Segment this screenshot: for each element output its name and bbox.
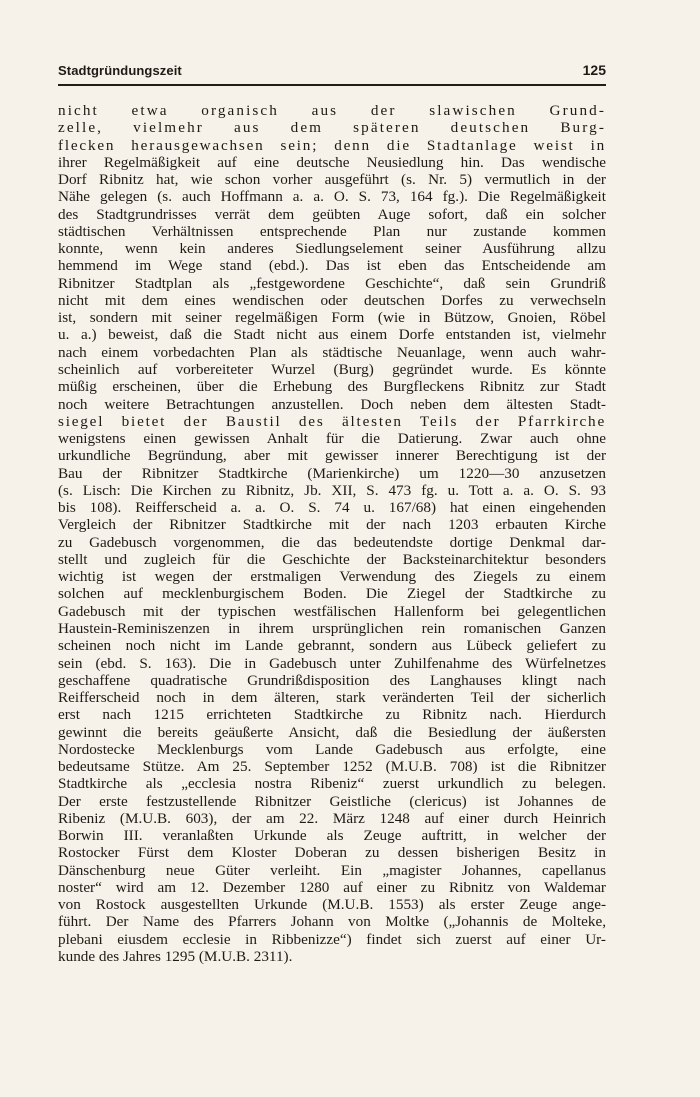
text-line: kunde des Jahres 1295 (M.U.B. 2311). [58,948,293,966]
text-line: nach einem vorbedachten Plan als städtische Neuanlage, wenn auch wahr- [58,343,606,361]
body-text [58,102,606,965]
text-line: (s. Lisch: Die Kirchen zu Ribnitz, Jb. XII, S. 473 fg. u. Tott a. a. O. S. 93 [58,481,606,499]
text-line: flecken herausgewachsen sein; denn die Stadtanlage weist in [58,136,606,154]
header-rule [58,84,606,86]
text-line: Gadebusch mit der typischen westfälischen Hallenform bei gelegentlichen [58,602,606,620]
text-line: nicht etwa organisch aus der slawischen Grund- [58,102,606,119]
text-line: städtischen Verhältnissen entsprechende Plan nur zustande kommen [58,222,606,240]
text-line: müßig erscheinen, über die Erhebung des Burgfleckens Ribnitz zur Stadt [58,378,606,396]
page-number: 125 [582,62,606,78]
text-line: noch weitere Betrachtungen anzustellen. Doch neben dem ältesten Stadt- [58,395,606,413]
text-line: stellt und zugleich für die Geschichte der Backsteinarchitektur besonders [58,550,606,568]
text-line: bedeutsame Stütze. Am 25. September 1252 (M.U.B. 708) ist die Ribnitzer [58,758,606,776]
text-line: Dorf Ribnitz hat, wie schon vorher ausgeführt (s. Nr. 5) vermutlich in der [58,171,606,189]
text-line: nicht mit dem eines wendischen oder deutschen Dorfes zu verwechseln [58,291,606,309]
text-line: führt. Der Name des Pfarrers Johann von Moltke („Johannis de Molteke, [58,913,606,931]
text-line: des Stadtgrundrisses verrät dem geübten Auge sofort, daß ein solcher [58,205,606,223]
text-line: zelle, vielmehr aus dem späteren deutschen Burg- [58,119,606,137]
text-line: von Rostock ausgestellten Urkunde (M.U.B. 1553) als erster Zeuge ange- [58,896,606,914]
text-line: Rostocker Fürst dem Kloster Doberan zu dessen bisherigen Besitz in [58,844,606,862]
text-line: Nähe gelegen (s. auch Hoffmann a. a. O. S. 73, 164 fg.). Die Regelmäßigkeit [58,188,606,206]
text-line: Stadtkirche als „ecclesia nostra Ribeniz“ zuerst urkundlich zu belegen. [58,775,606,793]
text-line: solchen auf mecklenburgischem Boden. Die Ziegel der Stadtkirche zu [58,585,606,603]
text-line: erst nach 1215 errichteten Stadtkirche zu Ribnitz nach. Hierdurch [58,706,606,724]
text-line: Dänschenburg neue Güter verleiht. Ein „magister Johannes, capellanus [58,861,606,879]
text-line: Bau der Ribnitzer Stadtkirche (Marienkirche) um 1220—30 anzusetzen [58,464,606,482]
text-line: u. a.) beweist, daß die Stadt nicht aus einem Dorfe entstanden ist, vielmehr [58,326,606,344]
text-line: scheinen noch nicht im Lande gebrannt, sondern aus Lübeck geliefert zu [58,637,606,655]
text-line: Nordostecke Mecklenburgs vom Lande Gadebusch aus erfolgte, eine [58,740,606,758]
text-line: Vergleich der Ribnitzer Stadtkirche mit der nach 1203 erbauten Kirche [58,516,606,534]
text-line: ist, sondern mit seiner regelmäßigen Form (wie in Bützow, Gnoien, Röbel [58,309,606,327]
running-title: Stadtgründungszeit [58,63,182,78]
text-line: zu Gadebusch vorgenommen, die das bedeutendste dortige Denkmal dar- [58,533,606,551]
text-line: noster“ wird am 12. Dezember 1280 auf einer zu Ribnitz von Waldemar [58,878,606,896]
text-line: geschaffene quadratische Grundrißdisposition des Langhauses klingt nach [58,671,606,689]
text-line: wenigstens einen gewissen Anhalt für die Datierung. Zwar auch ohne [58,430,606,448]
text-line: hemmend im Wege stand (ebd.). Das ist eben das Entscheidende am [58,257,606,275]
text-line: siegel bietet der Baustil des ältesten Teils der Pfarrkirche [58,412,606,430]
text-line: gewinnt die bereits geäußerte Ansicht, daß die Besiedlung der äußersten [58,723,606,741]
page-header [58,63,606,83]
text-line: Haustein-Reminiszenzen in ihrem ursprünglichen rein romanischen Ganzen [58,619,606,637]
text-line: Reifferscheid noch in dem älteren, stark veränderten Teil der sicherlich [58,689,606,707]
text-line: Der erste festzustellende Ribnitzer Geistliche (clericus) ist Johannes de [58,792,606,810]
text-line: Borwin III. veranlaßten Urkunde als Zeuge auftritt, in welcher der [58,827,606,845]
text-line: plebani eiusdem ecclesie in Ribbenizze“) findet sich zuerst auf einer Ur- [58,930,606,948]
text-line: sein (ebd. S. 163). Die in Gadebusch unter Zuhilfenahme des Würfelnetzes [58,654,606,672]
text-line: bis 108). Reifferscheid a. a. O. S. 74 u. 167/68) hat einen eingehenden [58,499,606,517]
text-line: Ribnitzer Stadtplan als „festgewordene Geschichte“, daß sein Grundriß [58,274,606,292]
text-line: scheinlich auf vorbereiteter Wurzel (Burg) gegründet wurde. Es könnte [58,360,606,378]
text-line: wichtig ist wegen der erstmaligen Verwendung des Ziegels zu einem [58,568,606,586]
text-line: urkundliche Begründung, aber mit gewisser innerer Berechtigung ist der [58,447,606,465]
text-line: Ribeniz (M.U.B. 603), der am 22. März 1248 auf einer durch Heinrich [58,809,606,827]
text-line: ihrer Regelmäßigkeit auf eine deutsche Neusiedlung hin. Das wendische [58,153,606,171]
text-line: konnte, wenn kein anderes Siedlungselement seiner Ausführung allzu [58,240,606,258]
